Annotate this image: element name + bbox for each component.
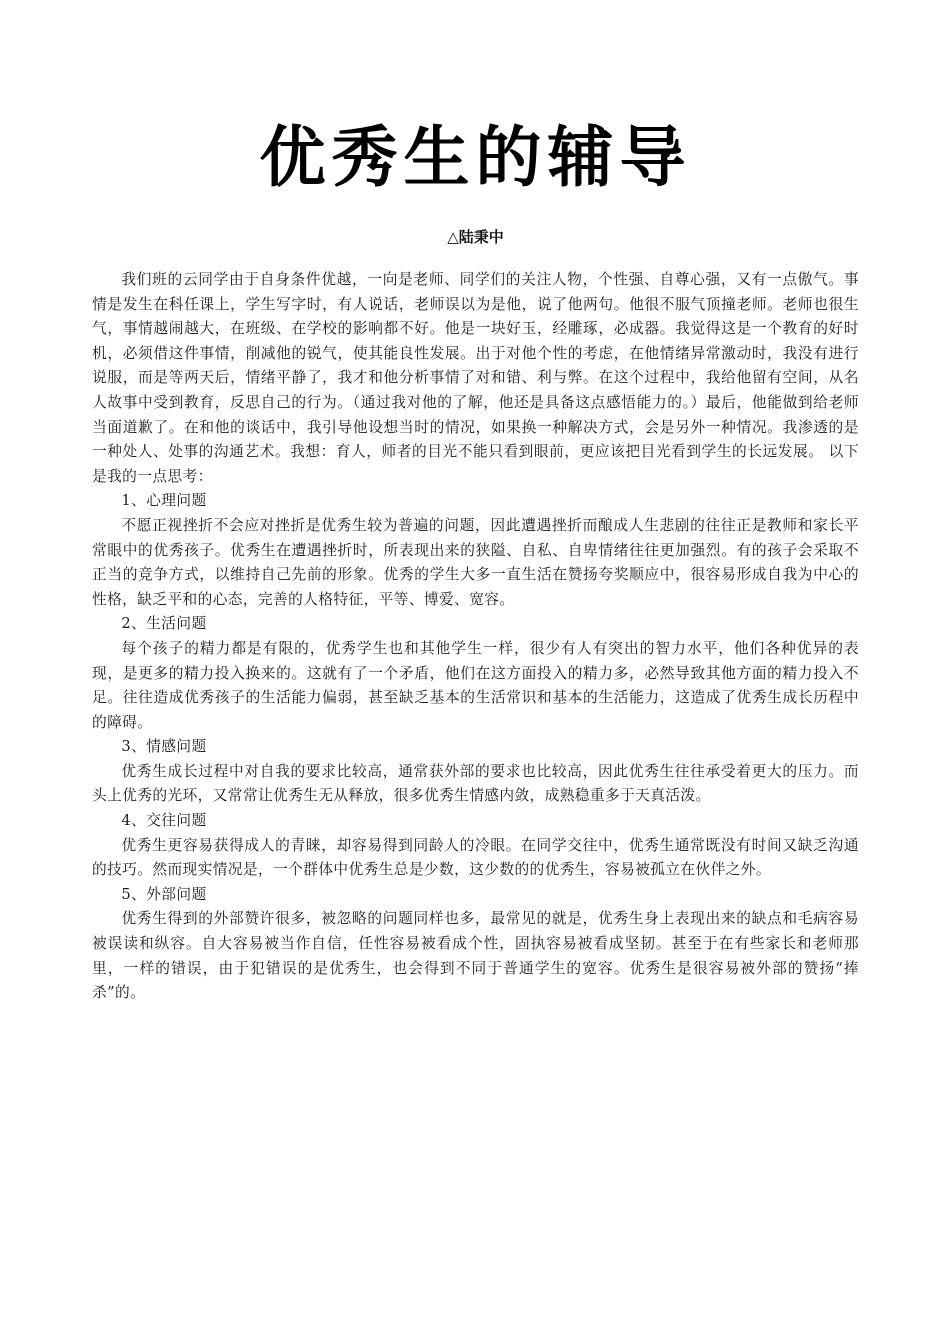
author-line: △陆秉中 <box>447 228 504 246</box>
intro-paragraph: 我们班的云同学由于自身条件优越，一向是老师、同学们的关注人物，个性强、自尊心强，又有一点傲气。事情是发生在科任课上，学生写字时，有人说话，老师误以为是他，说了他两句。他很不服气顶撞老师。老师也很生气，事情越闹越大，在班级、在学校的影响都不好。他是一块好玉，经雕琢，必成器。我觉得这是一个教育的好时机，必须借这件事情，削减他的锐气，使其能良性发展。出于对他个性的考虑，在他情绪异常激动时，我没有进行说服，而是等两天后，情绪平静了，我才和他分析事情了对和错、利与弊。在这个过程中，我给他留有空间，从名人故事中受到教育，反思自己的行为。（通过我对他的了解，他还是具备这点感悟能力的。）最后，他能做到给老师当面道歉了。在和他的谈话中，我引导他设想当时的情况，如果换一种解决方式，会是另外一种情况。我渗透的是一种处人、处事的沟通艺术。我想：育人，师者的目光不能只看到眼前，更应该把目光看到学生的长远发展。 以下是我的一点思考： <box>92 271 859 485</box>
section-text-psychology: 不愿正视挫折不会应对挫折是优秀生较为普遍的问题，因此遭遇挫折而酿成人生悲剧的往往正是教师和家长平常眼中的优秀孩子。优秀生在遭遇挫折时，所表现出来的狭隘、自私、自卑情绪往往更加强烈。有的孩子会采取不正当的竞争方式，以维持自己先前的形象。优秀的学生大多一直生活在赞扬夸奖顺应中，很容易形成自我为中心的性格，缺乏平和的心态，完善的人格特征，平等、博爱、宽容。 <box>92 516 859 608</box>
section-heading-external: 5、外部问题 <box>121 885 207 903</box>
document-title: 优秀生的辅导 <box>259 118 692 196</box>
section-text-emotion: 优秀生成长过程中对自我的要求比较高，通常获外部的要求也比较高，因此优秀生往往承受着更大的压力。而头上优秀的光环，又常常让优秀生无从释放，很多优秀生情感内敛，成熟稳重多于天真活泼。 <box>92 762 859 805</box>
section-text-social: 优秀生更容易获得成人的青睐，却容易得到同龄人的冷眼。在同学交往中，优秀生通常既没有时间又缺乏沟通的技巧。然而现实情况是，一个群体中优秀生总是少数，这少数的的优秀生，容易被孤立在伙伴之外。 <box>92 836 859 879</box>
section-text-external: 优秀生得到的外部赞许很多，被忽略的问题同样也多，最常见的就是，优秀生身上表现出来的缺点和毛病容易被误读和纵容。自大容易被当作自信，任性容易被看成个性，固执容易被看成坚韧。甚至于在有些家长和老师那里，一样的错误，由于犯错误的是优秀生，也会得到不同于普通学生的宽容。优秀生是很容易被外部的赞扬“捧杀”的。 <box>92 910 859 1002</box>
section-text-life: 每个孩子的精力都是有限的，优秀学生也和其他学生一样，很少有人有突出的智力水平，他们各种优异的表现，是更多的精力投入换来的。这就有了一个矛盾，他们在这方面投入的精力多，必然导致其他方面的精力投入不足。往往造成优秀孩子的生活能力偏弱，甚至缺乏基本的生活常识和基本的生活能力，这造成了优秀生成长历程中的障碍。 <box>92 639 859 731</box>
section-heading-emotion: 3、情感问题 <box>121 738 207 756</box>
section-heading-psychology: 1、心理问题 <box>121 492 207 510</box>
section-heading-life: 2、生活问题 <box>121 615 207 633</box>
section-heading-social: 4、交往问题 <box>121 812 207 830</box>
document-body <box>92 268 859 1006</box>
